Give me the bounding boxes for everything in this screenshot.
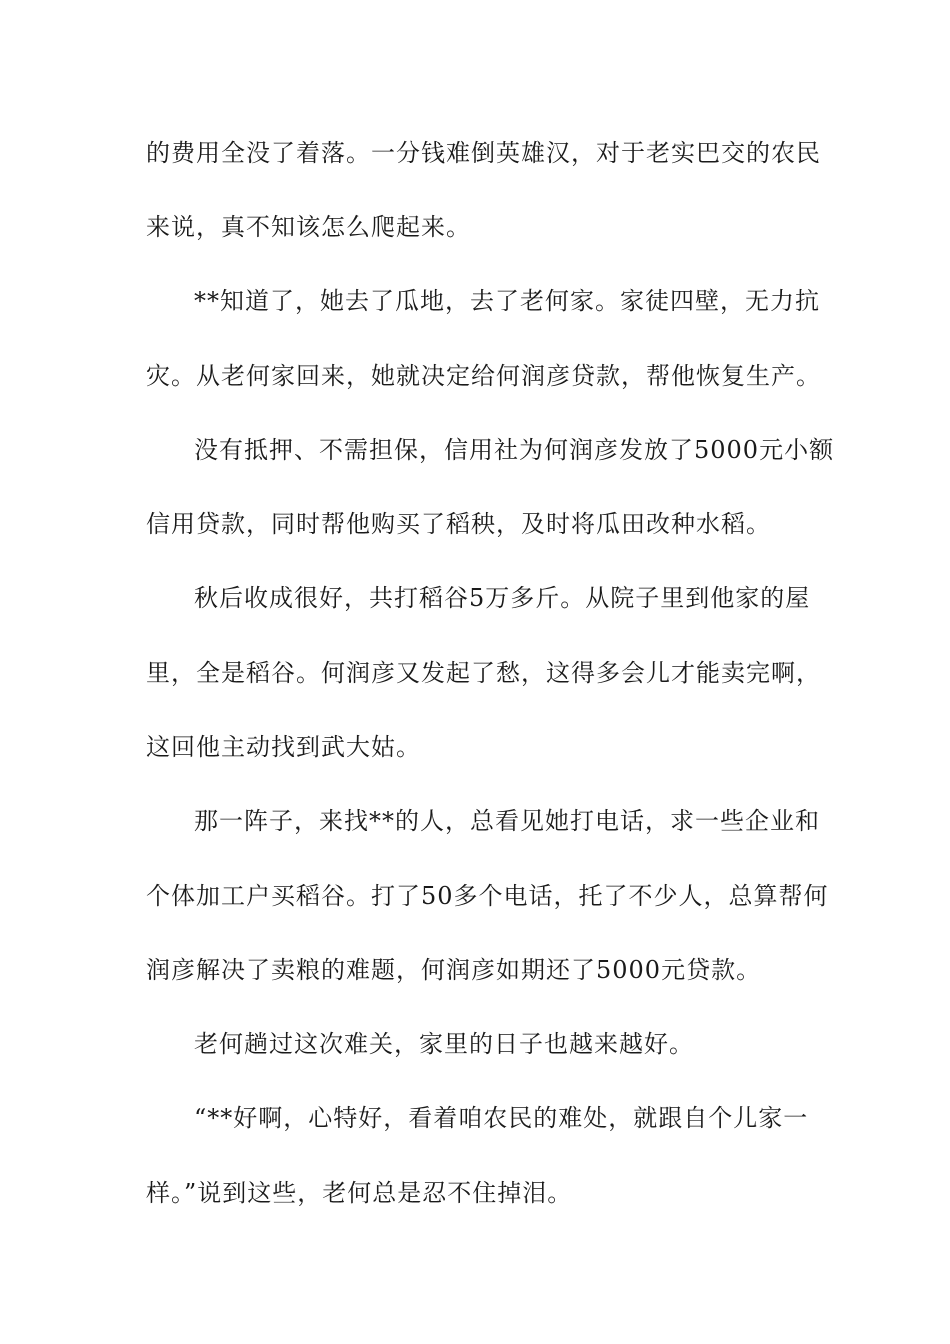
text-line-10: 那一阵子，来找**的人，总看见她打电话，求一些企业和 xyxy=(194,807,820,835)
text-line-15: 样。”说到这些，老何总是忍不住掉泪。 xyxy=(146,1179,573,1207)
text-line-7: 秋后收成很好，共打稻谷5万多斤。从院子里到他家的屋 xyxy=(194,584,811,612)
text-line-8: 里，全是稻谷。何润彦又发起了愁，这得多会儿才能卖完啊， xyxy=(146,659,821,687)
text-line-1: 的费用全没了着落。一分钱难倒英雄汉，对于老实巴交的农民 xyxy=(146,139,821,167)
text-line-6: 信用贷款，同时帮他购买了稻秧，及时将瓜田改种水稻。 xyxy=(146,510,771,538)
text-line-11: 个体加工户买稻谷。打了50多个电话，托了不少人，总算帮何 xyxy=(146,882,829,910)
text-line-2: 来说，真不知该怎么爬起来。 xyxy=(146,213,471,241)
text-line-3: **知道了，她去了瓜地，去了老何家。家徒四壁，无力抗 xyxy=(194,287,820,315)
text-line-14: “**好啊，心特好，看着咱农民的难处，就跟自个儿家一 xyxy=(194,1104,809,1132)
text-line-5: 没有抵押、不需担保，信用社为何润彦发放了5000元小额 xyxy=(194,436,835,464)
text-line-12: 润彦解决了卖粮的难题，何润彦如期还了5000元贷款。 xyxy=(146,956,762,984)
text-line-9: 这回他主动找到武大姑。 xyxy=(146,733,421,761)
text-line-4: 灾。从老何家回来，她就决定给何润彦贷款，帮他恢复生产。 xyxy=(146,362,821,390)
text-line-13: 老何趟过这次难关，家里的日子也越来越好。 xyxy=(194,1030,694,1058)
